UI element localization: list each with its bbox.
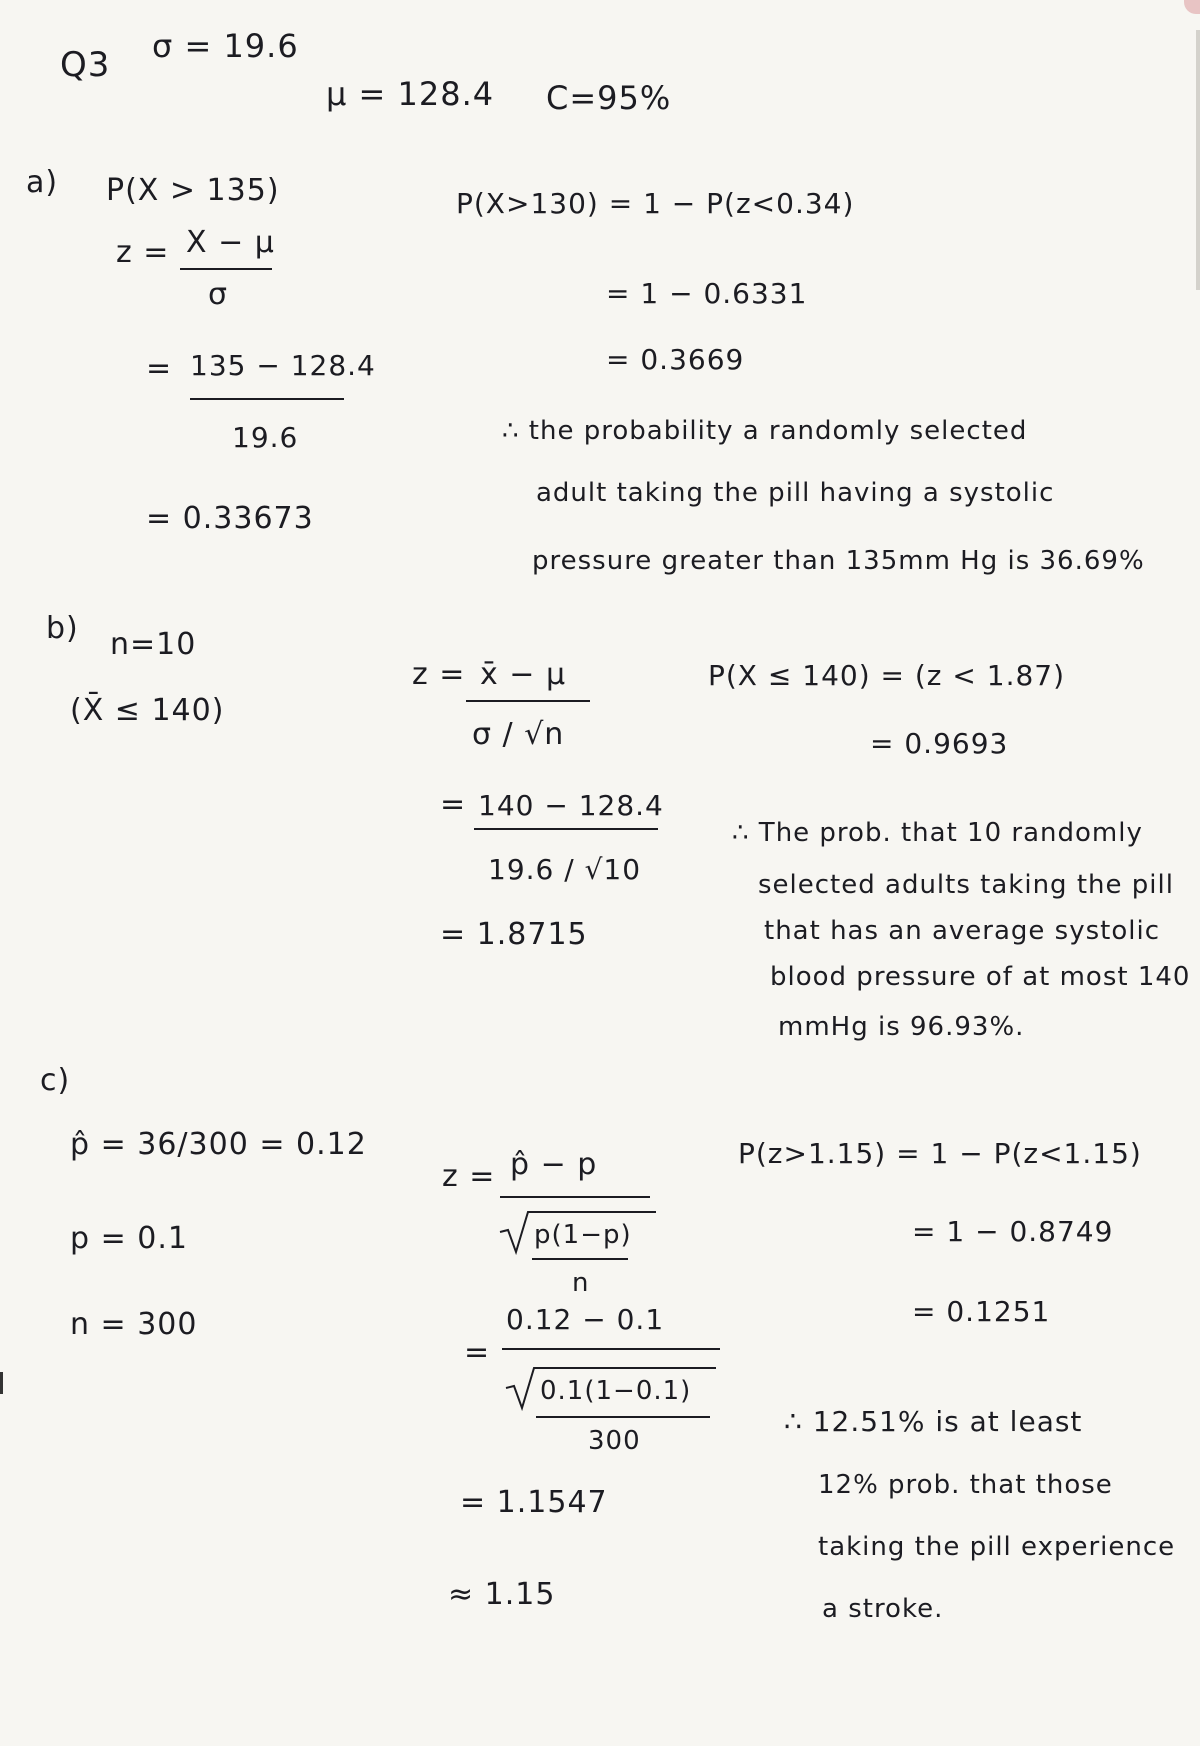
page-corner	[1184, 0, 1200, 14]
part-b-z-result: = 1.8715	[440, 917, 588, 952]
part-c-phat: p̂ = 36/300 = 0.12	[70, 1127, 367, 1162]
part-b-fraction-bar	[474, 828, 658, 830]
page-edge-mark	[0, 1372, 3, 1394]
part-c-fraction-bar	[502, 1348, 720, 1350]
part-a-conclusion-line-1: ∴ the probability a randomly selected	[502, 416, 1028, 446]
part-c-denominator-top: 0.1(1−0.1)	[540, 1376, 692, 1406]
sigma-given: σ = 19.6	[152, 27, 299, 65]
part-c-z-denominator-top: p(1−p)	[534, 1220, 632, 1250]
part-c-z-numerator: p̂ − p	[510, 1147, 598, 1182]
part-b-conclusion-line-2: selected adults taking the pill	[758, 870, 1174, 900]
part-c-denominator-bottom: 300	[588, 1426, 641, 1456]
part-c-inner-bar	[536, 1416, 710, 1418]
part-b-numerator: 140 − 128.4	[478, 789, 664, 822]
part-a-z-denominator: σ	[208, 277, 229, 312]
part-a-z-result: = 0.33673	[146, 501, 314, 536]
part-a-conclusion-line-2: adult taking the pill having a systolic	[536, 478, 1055, 508]
part-a-label: a)	[26, 165, 59, 200]
part-c-z-fraction-bar	[500, 1196, 650, 1198]
part-c-p-line-3: = 0.1251	[912, 1295, 1051, 1328]
part-c-z-result: = 1.1547	[460, 1485, 608, 1520]
part-a-z-numerator: X − μ	[186, 225, 275, 260]
part-b-condition: (X̄ ≤ 140)	[70, 693, 225, 728]
part-b-conclusion-line-3: that has an average systolic	[764, 916, 1160, 946]
part-c-p-line-2: = 1 − 0.8749	[912, 1215, 1114, 1248]
part-c-conclusion-line-3: taking the pill experience	[818, 1532, 1176, 1562]
part-b-z-fraction-bar	[466, 700, 590, 702]
part-c-z-lhs: z =	[442, 1159, 496, 1194]
part-a-equals: =	[146, 351, 173, 386]
part-a-probability: P(X > 135)	[106, 173, 280, 208]
part-b-label: b)	[46, 611, 79, 646]
confidence-given: C=95%	[546, 79, 672, 117]
part-a-p-line-1: P(X>130) = 1 − P(z<0.34)	[456, 187, 855, 220]
part-b-sample-size: n=10	[110, 627, 197, 662]
part-b-z-denominator: σ / √n	[472, 717, 565, 752]
part-a-z-lhs: z =	[116, 235, 170, 270]
part-c-p: p = 0.1	[70, 1221, 188, 1256]
part-c-z-inner-bar	[532, 1258, 628, 1260]
part-a-numerator: 135 − 128.4	[190, 349, 376, 382]
part-c-p-line-1: P(z>1.15) = 1 − P(z<1.15)	[738, 1137, 1142, 1170]
part-a-fraction-bar	[190, 398, 344, 400]
part-b-conclusion-line-1: ∴ The prob. that 10 randomly	[732, 818, 1143, 848]
part-c-equals: =	[464, 1335, 491, 1370]
part-c-conclusion-line-4: a stroke.	[822, 1594, 944, 1624]
question-number: Q3	[60, 45, 111, 85]
part-a-p-line-2: = 1 − 0.6331	[606, 277, 808, 310]
part-c-conclusion-line-2: 12% prob. that those	[818, 1470, 1113, 1500]
page-edge-shadow	[1196, 30, 1200, 290]
part-b-equals: =	[440, 787, 467, 822]
part-a-denominator: 19.6	[232, 421, 299, 454]
part-a-conclusion-line-3: pressure greater than 135mm Hg is 36.69%	[532, 546, 1145, 576]
part-b-z-lhs: z =	[412, 657, 466, 692]
part-c-z-rounded: ≈ 1.15	[448, 1577, 556, 1612]
part-b-denominator: 19.6 / √10	[488, 853, 642, 886]
part-b-p-line-2: = 0.9693	[870, 727, 1009, 760]
part-b-conclusion-line-4: blood pressure of at most 140	[770, 962, 1191, 992]
part-c-numerator: 0.12 − 0.1	[506, 1303, 665, 1336]
part-b-conclusion-line-5: mmHg is 96.93%.	[778, 1012, 1025, 1042]
part-c-n: n = 300	[70, 1307, 198, 1342]
part-c-z-denominator-bottom: n	[572, 1268, 590, 1298]
part-b-p-line-1: P(X ≤ 140) = (z < 1.87)	[708, 659, 1066, 692]
part-c-label: c)	[40, 1063, 71, 1098]
part-c-conclusion-line-1: ∴ 12.51% is at least	[784, 1405, 1083, 1438]
part-a-z-fraction-bar	[180, 268, 272, 270]
part-a-p-line-3: = 0.3669	[606, 343, 745, 376]
mu-given: μ = 128.4	[326, 75, 495, 113]
part-b-z-numerator: x̄ − μ	[480, 657, 567, 692]
